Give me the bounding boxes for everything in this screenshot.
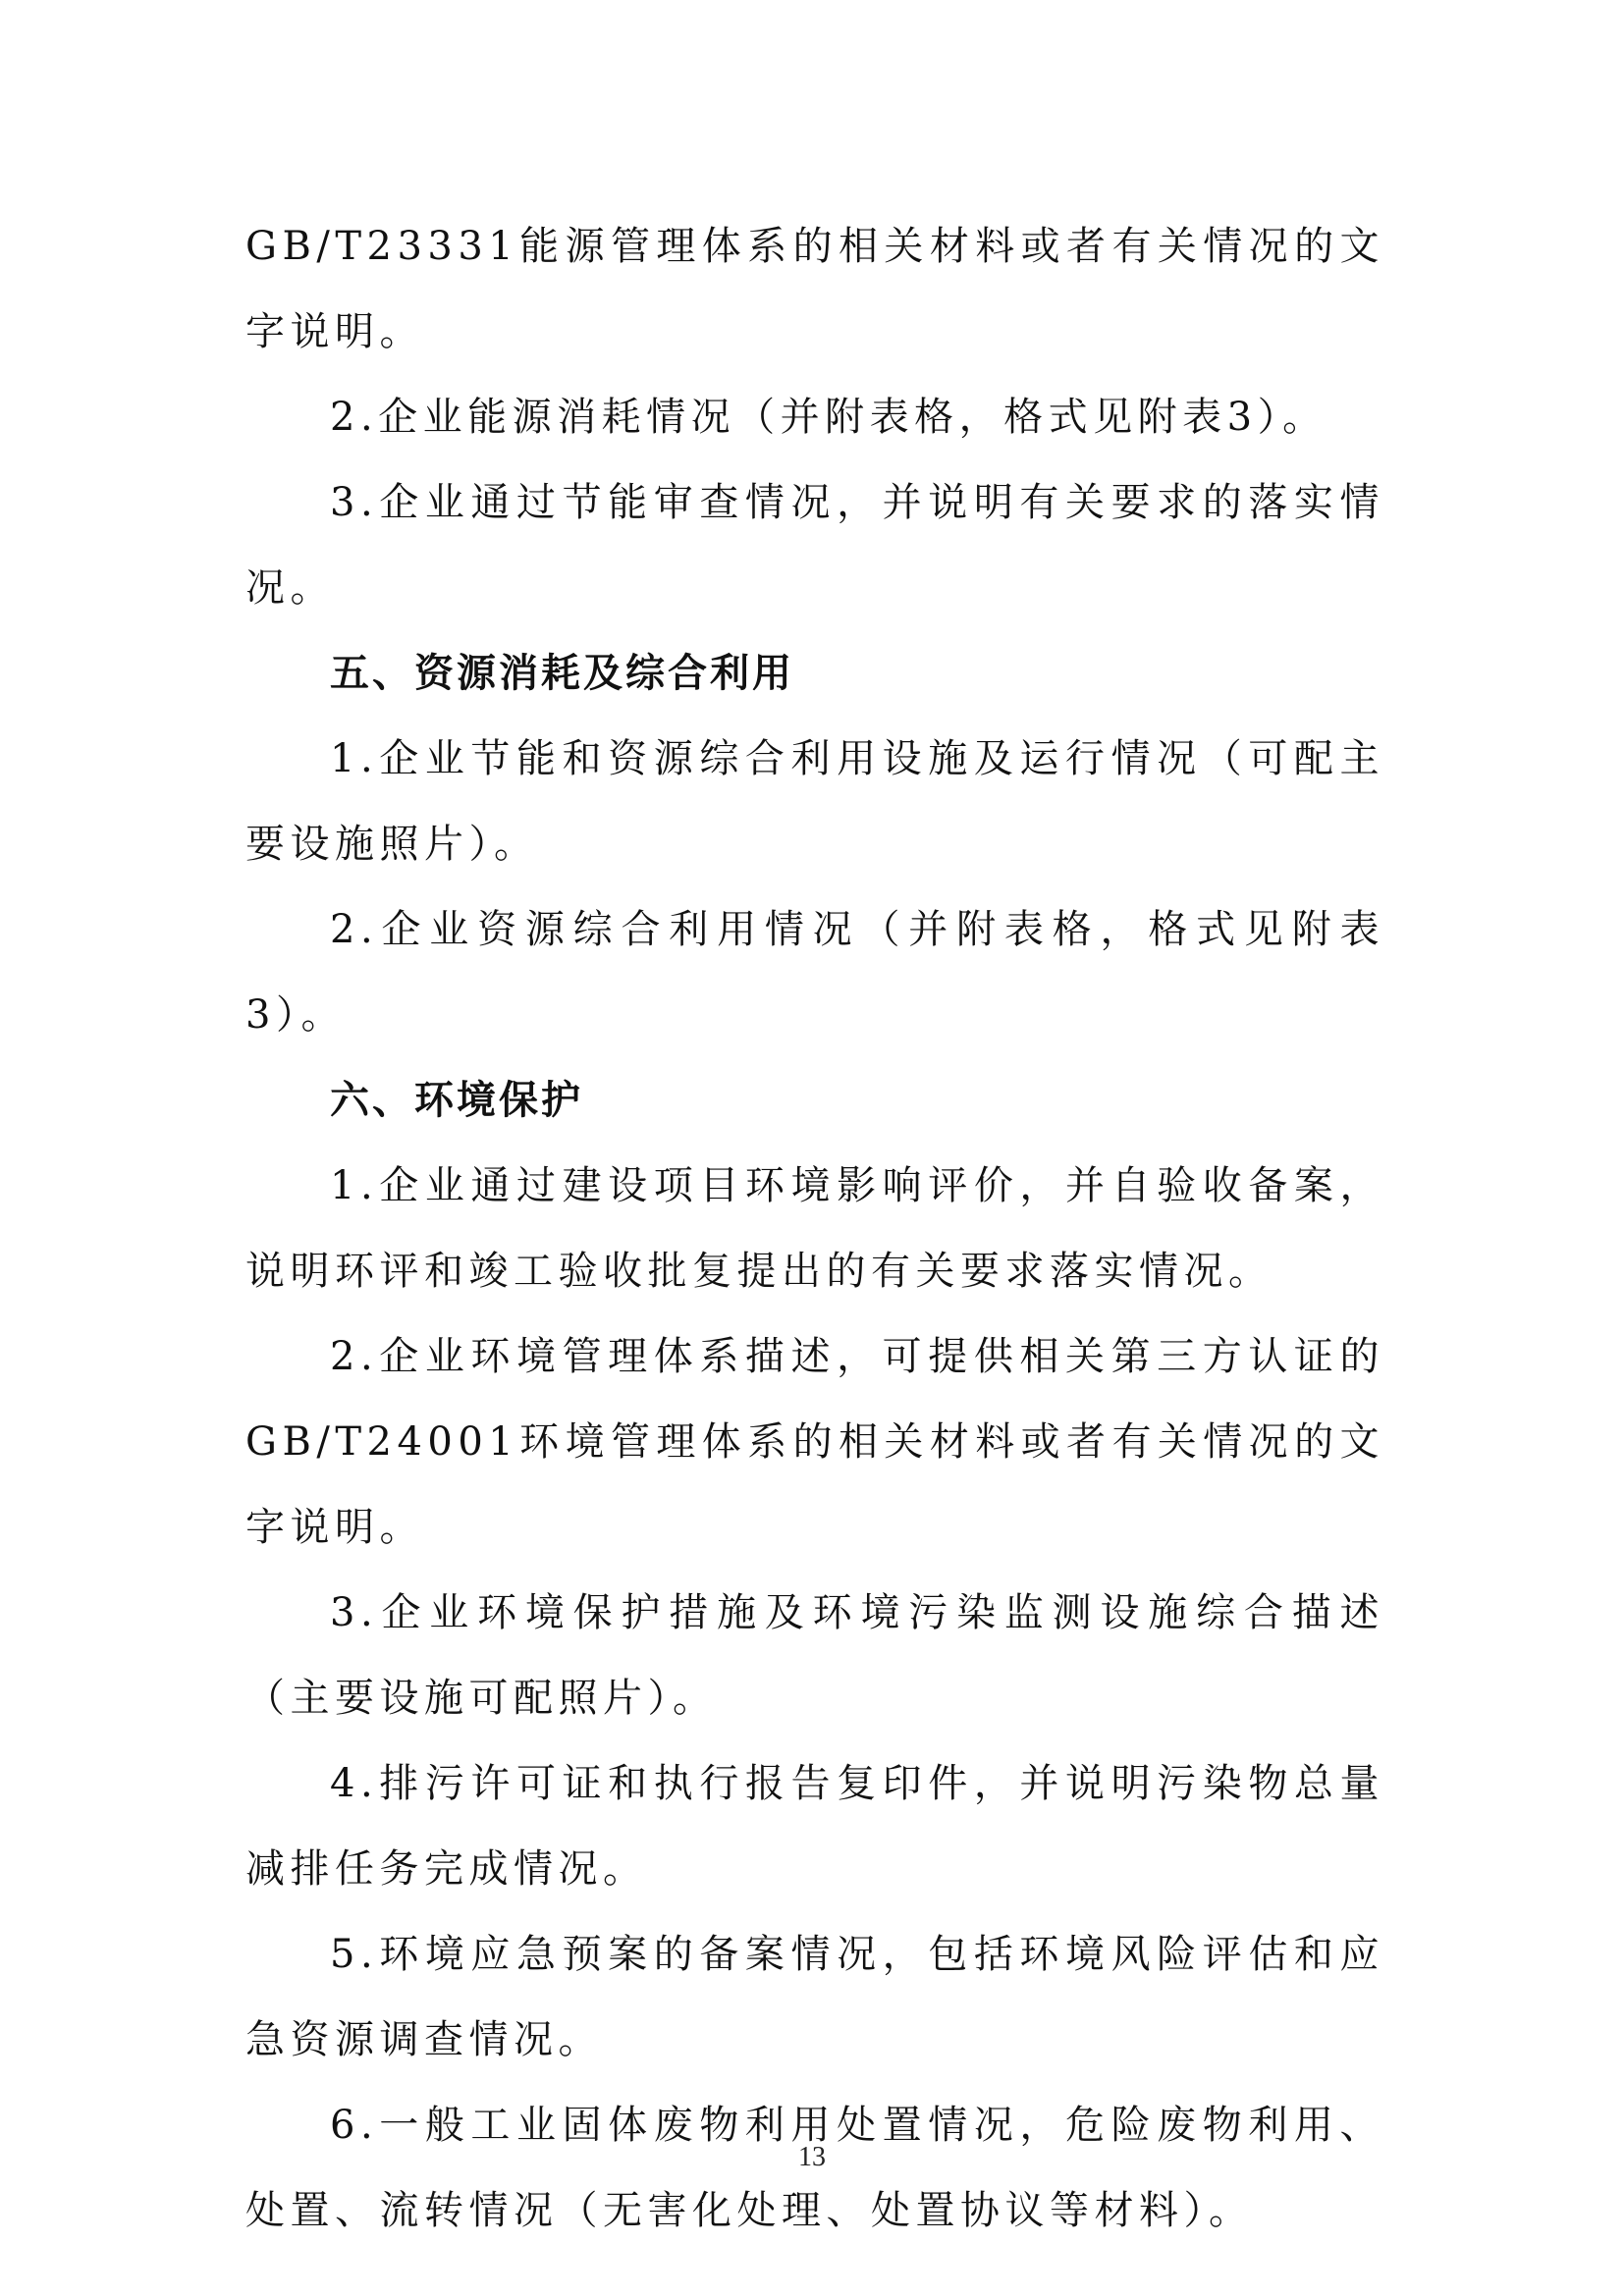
paragraph-environmental-protection-measures: 3.企业环境保护措施及环境污染监测设施综合描述（主要设施可配照片）。 — [245, 1590, 1384, 1721]
section-heading-resource-consumption: 五、资源消耗及综合利用 — [330, 651, 794, 696]
paragraph-emergency-plan: 5.环境应急预案的备案情况，包括环境风险评估和应急资源调查情况。 — [245, 1932, 1384, 2062]
page-number: 13 — [798, 2142, 826, 2172]
paragraph-environmental-management-system: 2.企业环境管理体系描述，可提供相关第三方认证的GB/T24001环境管理体系的相关材料或者有关情况的文字说明。 — [245, 1334, 1384, 1550]
paragraph-energy-management-continuation: GB/T23331能源管理体系的相关材料或者有关情况的文字说明。 — [245, 224, 1384, 354]
paragraph-solid-waste: 6.一般工业固体废物利用处置情况，危险废物利用、处置、流转情况（无害化处理、处置协议等材料）。 — [245, 2103, 1384, 2233]
paragraph-energy-review: 3.企业通过节能审查情况，并说明有关要求的落实情况。 — [245, 480, 1384, 611]
section-heading-environmental-protection: 六、环境保护 — [330, 1078, 583, 1123]
paragraph-discharge-permit: 4.排污许可证和执行报告复印件，并说明污染物总量减排任务完成情况。 — [245, 1761, 1384, 1892]
paragraph-energy-consumption: 2.企业能源消耗情况（并附表格，格式见附表3）。 — [330, 395, 1327, 440]
paragraph-resource-utilization: 2.企业资源综合利用情况（并附表格，格式见附表3）。 — [245, 907, 1384, 1038]
paragraph-resource-facilities: 1.企业节能和资源综合利用设施及运行情况（可配主要设施照片）。 — [245, 736, 1384, 867]
paragraph-environmental-assessment: 1.企业通过建设项目环境影响评价，并自验收备案，说明环评和竣工验收批复提出的有关要求落实情况。 — [245, 1163, 1384, 1294]
page-body — [245, 204, 1384, 2254]
